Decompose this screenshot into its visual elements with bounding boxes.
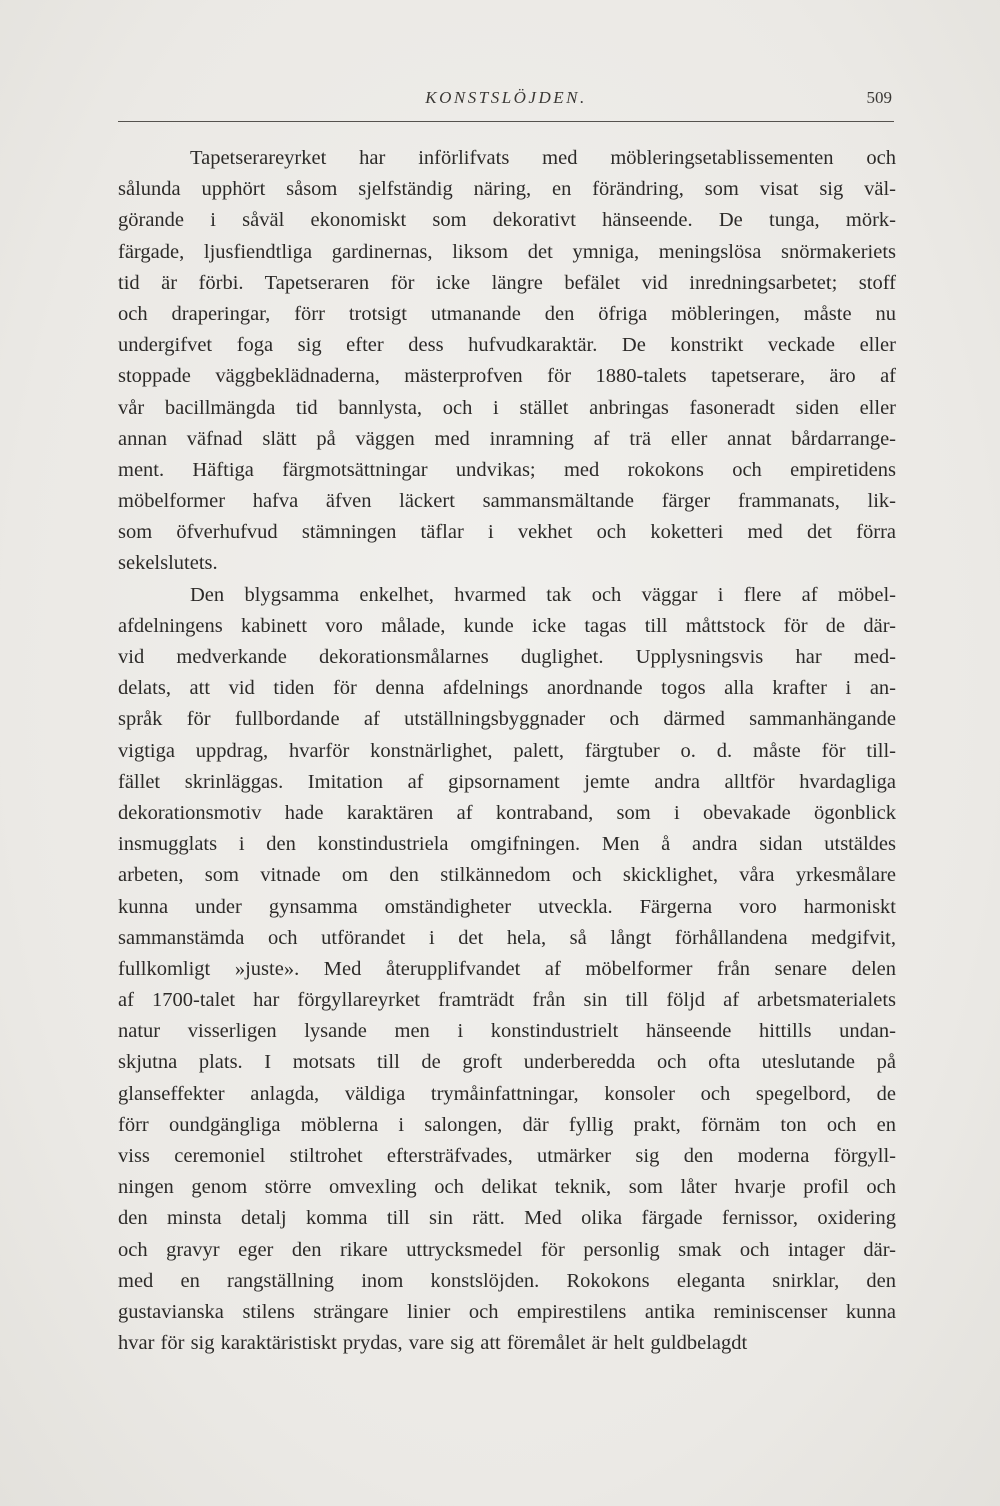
text-line: vår bacillmängda tid bannlysta, och i stället anbringas fasoneradt siden eller: [118, 396, 896, 419]
text-line: stoppade väggbeklädnaderna, mästerprofven för 1880-talets tapetserare, äro af: [118, 365, 896, 388]
text-line: sålunda upphört såsom sjelfständig näring, en förändring, som visat sig väl-: [118, 178, 896, 201]
text-line: kunna under gynsamma omständigheter utveckla. Färgerna voro harmoniskt: [118, 895, 896, 918]
text-line: fullkomligt »juste». Med återupplifvandet af möbelformer från senare delen: [118, 957, 896, 980]
text-line: och gravyr eger den rikare uttrycksmedel för personlig smak och intager där-: [118, 1238, 896, 1261]
paragraph: [118, 143, 896, 580]
text-line: förr oundgängliga möblerna i salongen, där fyllig prakt, förnäm ton och en: [118, 1113, 896, 1136]
text-line: och draperingar, förr trotsigt utmanande den öfriga möbleringen, måste nu: [118, 302, 896, 325]
text-line: undergifvet foga sig efter dess hufvudkaraktär. De konstrikt veckade eller: [118, 334, 896, 357]
header-rule: [118, 121, 894, 122]
body-text: [118, 143, 896, 1359]
text-line: delats, att vid tiden för denna afdelnings anordnande togos alla krafter i an-: [118, 677, 896, 700]
text-line: fället skrinläggas. Imitation af gipsornament jemte andra alltför hvardagliga: [118, 770, 896, 793]
text-line: viss ceremoniel stiltrohet eftersträfvades, utmärker sig den moderna förgyll-: [118, 1145, 896, 1167]
text-line: natur visserligen lysande men i konstindustrielt hänseende hittills undan-: [118, 1020, 896, 1043]
text-line: Tapetserareyrket har införlifvats med möbleringsetablissementen och: [190, 147, 896, 169]
text-line: skjutna plats. I motsats till de groft underberedda och ofta uteslutande på: [118, 1051, 896, 1074]
text-line: insmugglats i den konstindustriela omgifningen. Men å andra sidan utstäldes: [118, 833, 896, 856]
text-line: sammanstämda och utförandet i det hela, så långt förhållandena medgifvit,: [118, 926, 896, 949]
text-line: Den blygsamma enkelhet, hvarmed tak och väggar i flere af möbel-: [190, 583, 896, 606]
running-header: [118, 86, 894, 116]
text-line: vigtiga uppdrag, hvarför konstnärlighet, palett, färgtuber o. d. måste för till-: [118, 739, 896, 762]
text-line: arbeten, som vitnade om den stilkännedom och skicklighet, våra yrkesmålare: [118, 864, 896, 887]
text-line: färgade, ljusfiendtliga gardinernas, liksom det ymniga, meningslösa snörmakeriets: [118, 240, 896, 263]
text-line: görande i såväl ekonomiskt som dekorativt hänseende. De tunga, mörk-: [118, 209, 896, 232]
text-line: gustavianska stilens strängare linier och empirestilens antika reminiscenser kunna: [118, 1300, 896, 1323]
text-line: vid medverkande dekorationsmålarnes duglighet. Upplysningsvis har med-: [118, 646, 896, 668]
paragraph: [118, 580, 896, 1360]
text-line: den minsta detalj komma till sin rätt. Med olika färgade fernissor, oxidering: [118, 1207, 896, 1230]
text-line: dekorationsmotiv hade karaktären af kontraband, som i obevakade ögonblick: [118, 801, 896, 824]
text-line: annan väfnad slätt på väggen med inramning af trä eller annat bårdarrange-: [118, 427, 896, 450]
text-line: sekelslutets.: [118, 552, 218, 575]
text-line: ningen genom större omvexling och delikat teknik, som låter hvarje profil och: [118, 1176, 896, 1199]
page-number: 509: [866, 88, 892, 107]
text-line: med en rangställning inom konstslöjden. Rokokons eleganta snirklar, den: [118, 1269, 896, 1292]
text-line: glanseffekter anlagda, väldiga trymåinfattningar, konsoler och spegelbord, de: [118, 1082, 896, 1105]
running-title: KONSTSLÖJDEN.: [425, 88, 587, 107]
text-line: afdelningens kabinett voro målade, kunde icke tagas till måttstock för de där-: [118, 614, 896, 637]
text-line: möbelformer hafva äfven läckert sammansmältande färger frammanats, lik-: [118, 490, 896, 513]
text-line: af 1700-talet har förgyllareyrket framträdt från sin till följd af arbetsmaterialets: [118, 989, 896, 1012]
text-line: hvar för sig karaktäristiskt prydas, vare sig att föremålet är helt guldbelagdt: [118, 1332, 748, 1355]
text-line: tid är förbi. Tapetseraren för icke längre befälet vid inredningsarbetet; stoff: [118, 271, 896, 294]
text-line: ment. Häftiga färgmotsättningar undvikas; med rokokons och empiretidens: [118, 458, 896, 481]
text-line: som öfverhufvud stämningen täflar i vekhet och koketteri med det förra: [118, 521, 896, 544]
text-line: språk för fullbordande af utställningsbyggnader och därmed sammanhängande: [118, 708, 896, 731]
